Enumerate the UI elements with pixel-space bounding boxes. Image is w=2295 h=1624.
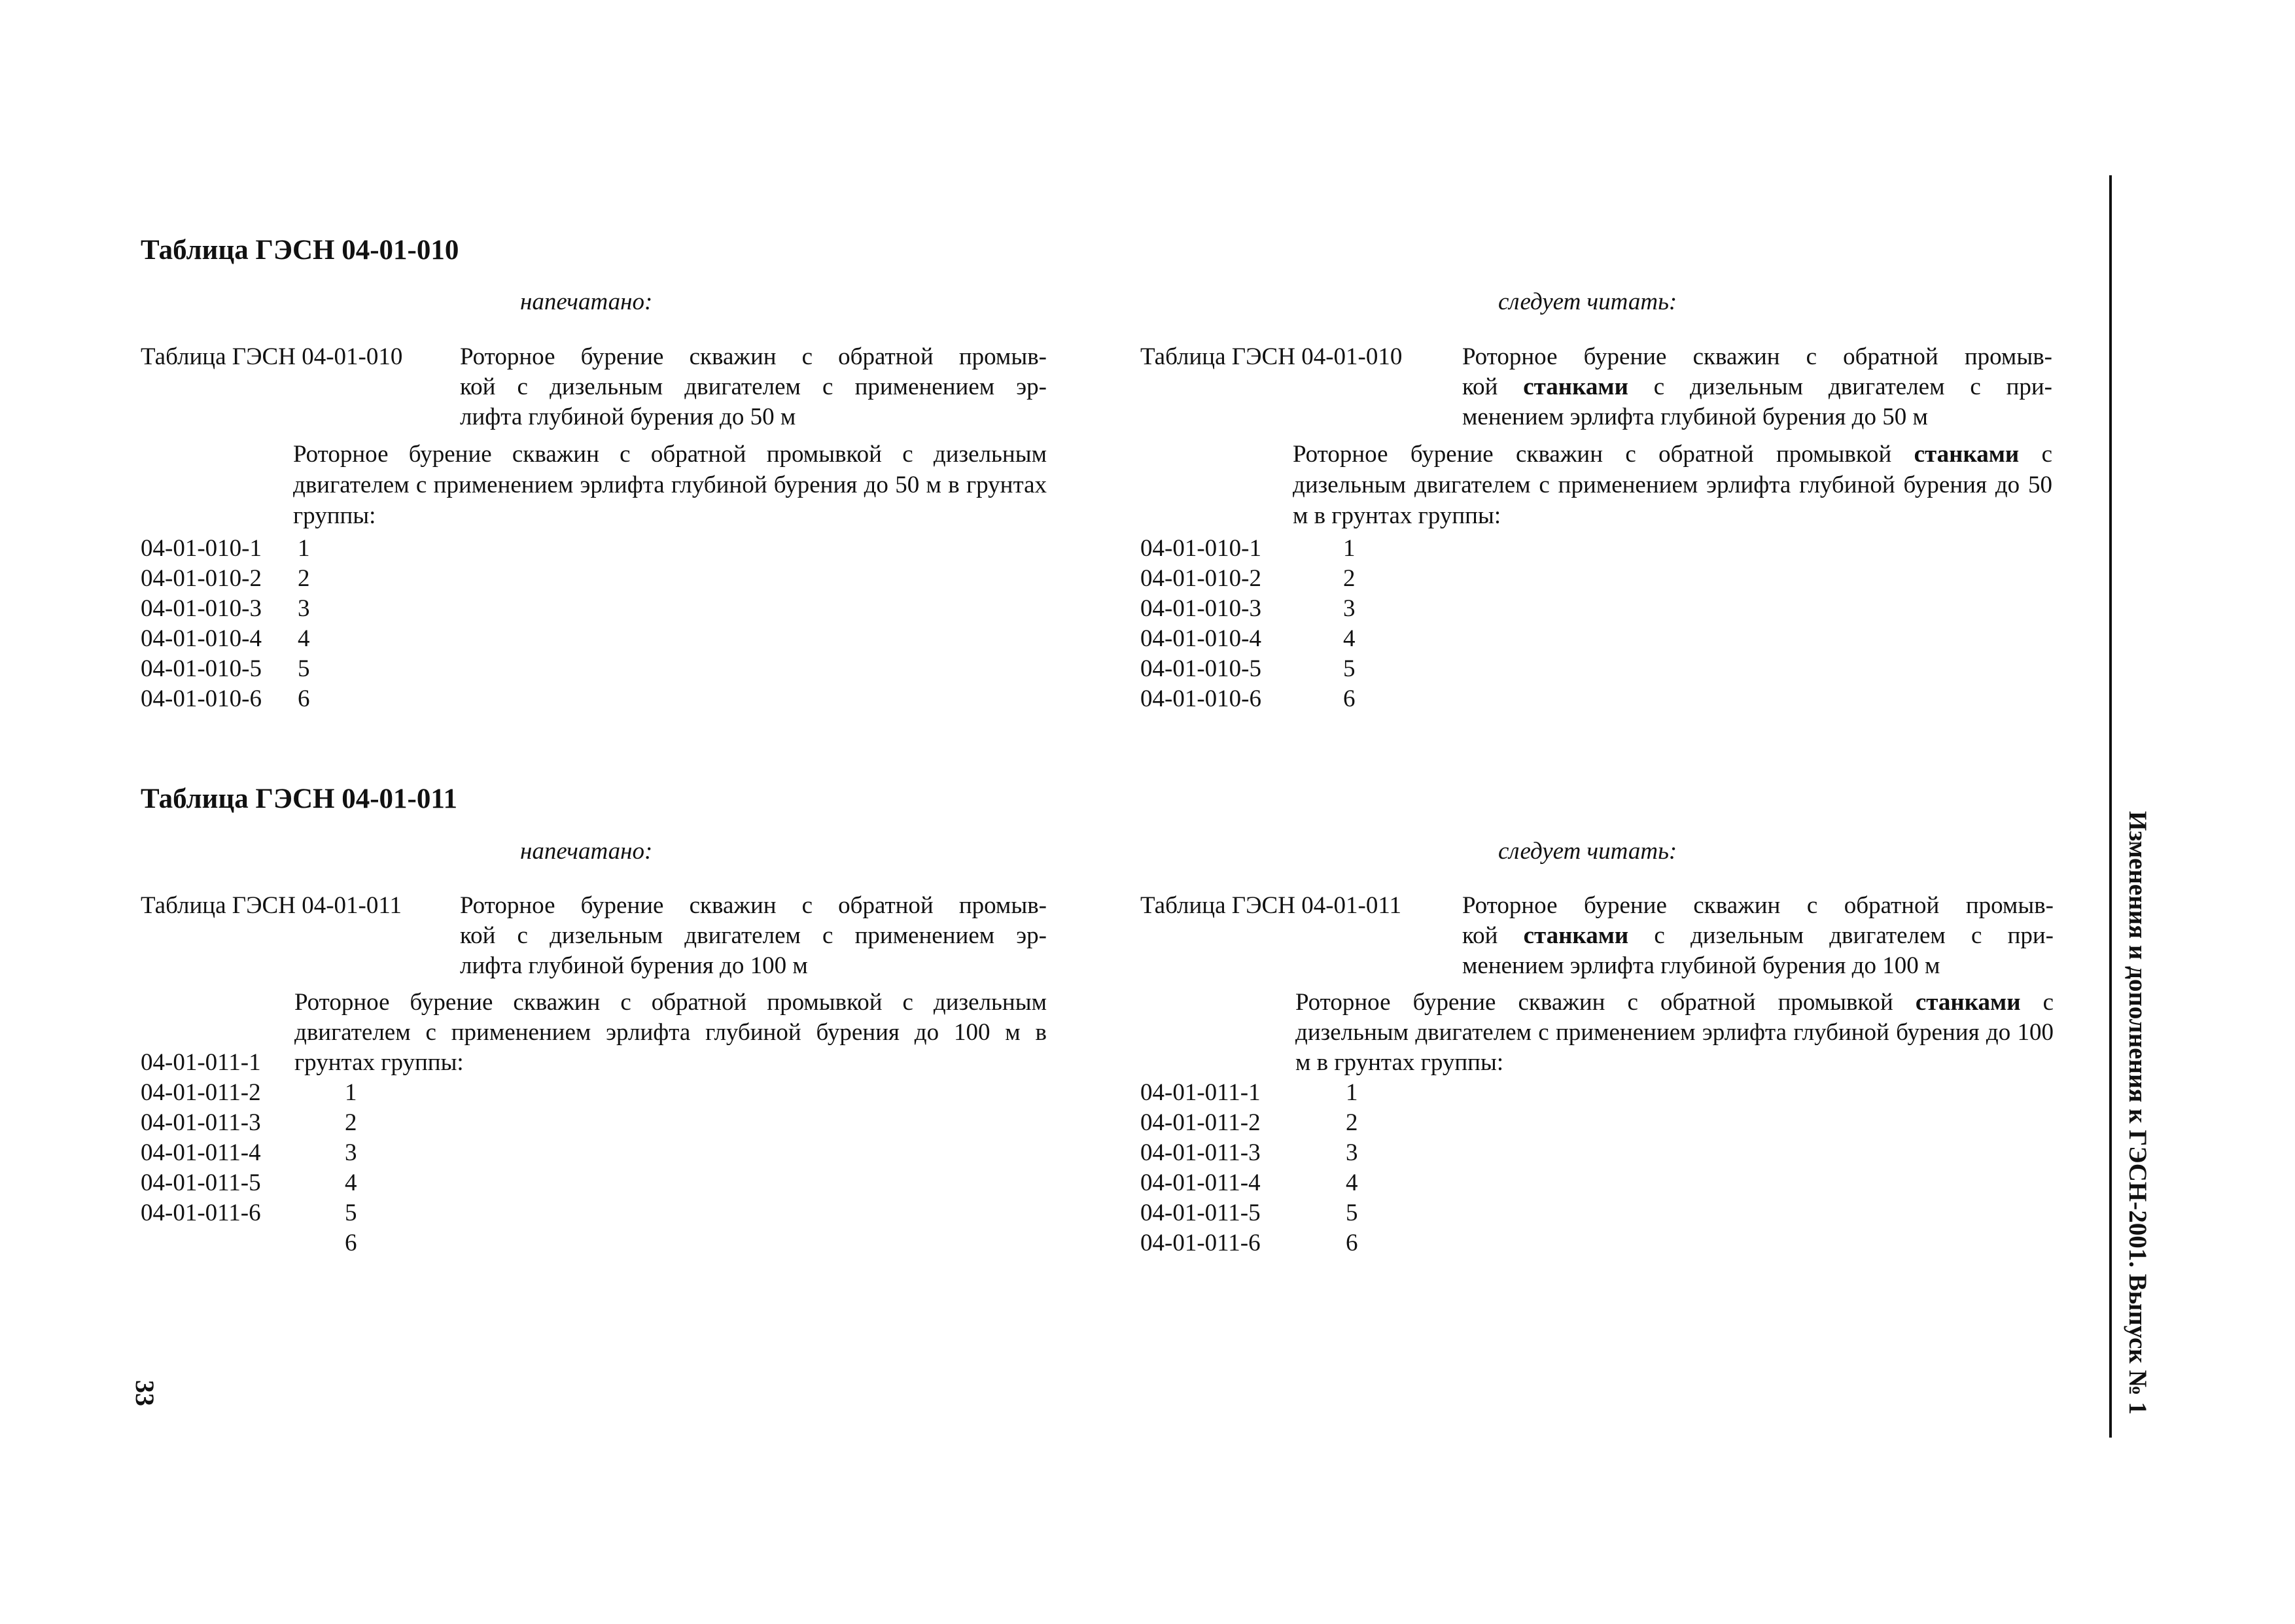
soil-group: 4 [298,625,310,652]
printed-code-list [141,534,310,714]
list-item [1140,624,1356,654]
list-item [1140,594,1356,624]
printed-group-list [345,1078,357,1258]
page-number: 33 [130,1380,160,1406]
soil-group: 2 [1346,1109,1358,1136]
list-item [1140,534,1356,564]
list-item [1140,1138,1358,1168]
corrected-code-list [1140,1078,1358,1258]
corrected-emphasis: станками [1914,441,2020,468]
running-title: Изменения и дополнения к ГЭСН-2001. Выпуск № 1 [2124,811,2152,1415]
section-heading: Таблица ГЭСН 04-01-010 [141,235,459,266]
corrected-label: следует читать: [1498,288,1677,315]
soil-group: 6 [1343,685,1356,712]
soil-group: 2 [345,1109,357,1136]
printed-title-line: Роторное бурение скважин с обратной промыв- [460,343,1047,370]
norm-code: 04-01-011-2 [141,1079,261,1106]
norm-code: 04-01-010-4 [1140,625,1261,652]
corrected-emphasis: станками [1523,922,1629,949]
list-item [1140,564,1356,594]
corrected-title-line: менением эрлифта глубиной бурения до 50 м [1462,404,1928,430]
soil-group: 3 [1343,595,1356,622]
norm-code: 04-01-011-5 [1140,1200,1261,1226]
corrected-desc-text: с дизельным двигателем с применением эрлифта глубиной бурения до 100 м в грунтах группы: [1295,989,2054,1076]
list-item [1140,1108,1358,1138]
corrected-code-list [1140,534,1356,714]
margin-rule [2109,175,2112,1438]
norm-code: 04-01-010-3 [141,595,262,622]
printed-title-line: лифта глубиной бурения до 100 м [460,952,808,979]
soil-group: 1 [1346,1079,1358,1106]
corrected-title-prefix: Таблица ГЭСН 04-01-011 [1140,892,1401,919]
list-item [141,534,310,564]
corrected-emphasis: станками [1915,989,2021,1016]
soil-group: 2 [1343,565,1356,592]
norm-code: 04-01-010-2 [141,565,262,592]
list-item [1140,1168,1358,1198]
printed-title-line: лифта глубиной бурения до 50 м [460,404,796,430]
soil-group: 1 [1343,535,1356,562]
printed-description: Роторное бурение скважин с обратной промывкой с дизельным двигателем с применением эрлифта глубиной бурения до 100 м в грунтах группы: [294,989,1047,1076]
list-item [141,624,310,654]
corrected-desc-text: Роторное бурение скважин с обратной промывкой [1295,989,1916,1016]
norm-code: 04-01-010-5 [1140,655,1261,682]
norm-code: 04-01-010-6 [1140,685,1261,712]
printed-title-prefix: Таблица ГЭСН 04-01-010 [141,343,403,370]
norm-code: 04-01-011-5 [141,1169,261,1196]
printed-title-line: кой с дизельным двигателем с применением эр- [460,922,1047,949]
corrected-title-prefix: Таблица ГЭСН 04-01-010 [1140,343,1403,370]
soil-group: 4 [1343,625,1356,652]
corrected-title-text: кой [1462,922,1524,949]
norm-code: 04-01-010-5 [141,655,262,682]
soil-group: 3 [345,1139,357,1166]
norm-code: 04-01-011-4 [1140,1169,1261,1196]
printed-label: напечатано: [520,838,653,865]
corrected-description [1295,988,2054,1078]
soil-group: 3 [1346,1139,1358,1166]
section-heading: Таблица ГЭСН 04-01-011 [141,784,458,814]
list-item [1140,1228,1358,1258]
corrected-desc-text: с дизельным двигателем с применением эрлифта глубиной бурения до 50 м в грунтах группы: [1293,441,2052,529]
norm-code: 04-01-010-2 [1140,565,1261,592]
soil-group: 2 [298,565,310,592]
norm-code: 04-01-010-6 [141,685,262,712]
soil-group: 5 [1343,655,1356,682]
norm-code: 04-01-011-6 [141,1200,261,1226]
corrected-emphasis: станками [1523,373,1628,400]
list-item [1140,684,1356,714]
soil-group: 6 [1346,1230,1358,1256]
corrected-description [1293,439,2052,531]
norm-code: 04-01-010-4 [141,625,262,652]
soil-group: 4 [1346,1169,1358,1196]
list-item [141,654,310,684]
corrected-label: следует читать: [1498,838,1677,865]
list-item [141,684,310,714]
corrected-title-line [1462,372,2052,402]
soil-group: 1 [345,1079,357,1106]
list-item [1140,1078,1358,1108]
corrected-title-line: Роторное бурение скважин с обратной промыв- [1462,343,2052,370]
printed-description: Роторное бурение скважин с обратной промывкой с дизельным двигателем с применением эрлифта глубиной бурения до 50 м в грунтах группы: [293,441,1047,529]
soil-group: 6 [298,685,310,712]
soil-group: 1 [298,535,310,562]
soil-group: 5 [345,1200,357,1226]
soil-group: 5 [1346,1200,1358,1226]
printed-code-list [141,1048,261,1228]
corrected-title-line [1462,921,2054,951]
norm-code: 04-01-011-3 [141,1109,261,1136]
printed-title-line: кой с дизельным двигателем с применением эр- [460,373,1047,400]
corrected-title-line: Роторное бурение скважин с обратной промыв- [1462,892,2054,919]
norm-code: 04-01-011-2 [1140,1109,1261,1136]
norm-code: 04-01-010-1 [141,535,262,562]
corrected-desc-text: Роторное бурение скважин с обратной промывкой [1293,441,1914,468]
soil-group: 4 [345,1169,357,1196]
norm-code: 04-01-011-1 [141,1049,261,1076]
list-item [141,594,310,624]
corrected-title-text: с дизельным двигателем с при- [1628,373,2052,400]
list-item [1140,654,1356,684]
norm-code: 04-01-011-1 [1140,1079,1261,1106]
corrected-title-text: с дизельным двигателем с при- [1628,922,2054,949]
list-item [141,564,310,594]
printed-label: напечатано: [520,288,653,315]
soil-group: 3 [298,595,310,622]
printed-title-prefix: Таблица ГЭСН 04-01-011 [141,892,402,919]
norm-code: 04-01-011-6 [1140,1230,1261,1256]
printed-title-line: Роторное бурение скважин с обратной промыв- [460,892,1047,919]
corrected-title-text: кой [1462,373,1524,400]
soil-group: 5 [298,655,310,682]
norm-code: 04-01-010-3 [1140,595,1261,622]
norm-code: 04-01-011-3 [1140,1139,1261,1166]
list-item [1140,1198,1358,1228]
corrected-title-line: менением эрлифта глубиной бурения до 100 м [1462,952,1940,979]
soil-group: 6 [345,1230,357,1256]
norm-code: 04-01-010-1 [1140,535,1261,562]
norm-code: 04-01-011-4 [141,1139,261,1166]
